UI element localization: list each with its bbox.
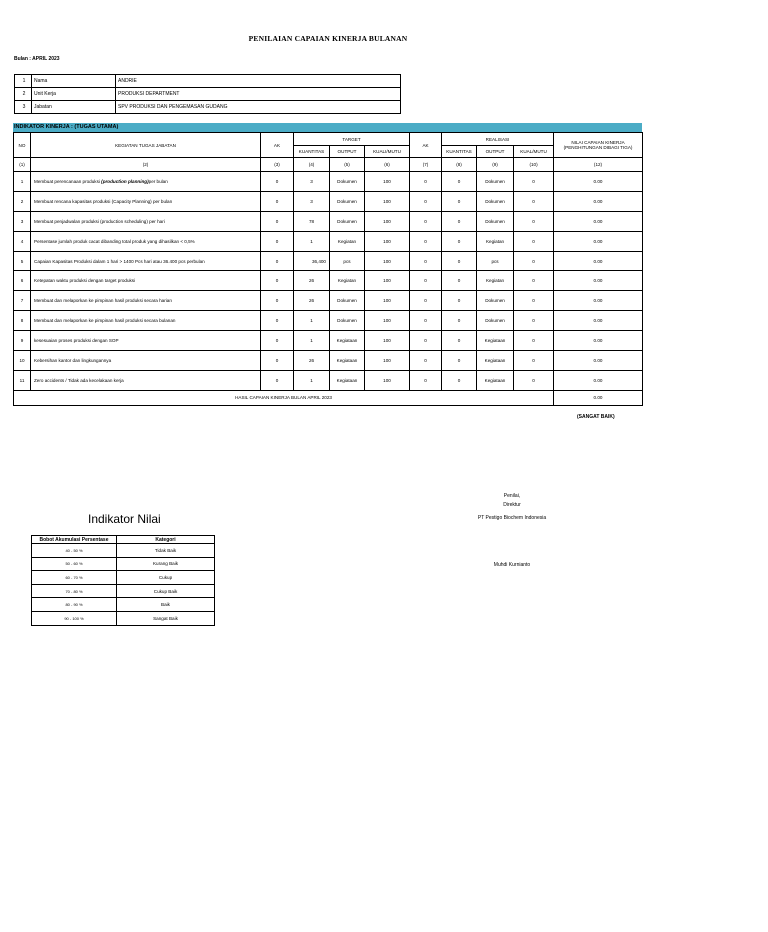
cell-realisasi-kuantitas: 0 [442,331,477,351]
kegiatan-text: Membuat dan melaporkan ke pimpinan hasil produksi secara bulanan [34,318,176,324]
legend-kategori: Baik [117,598,215,612]
period-label: Bulan : APRIL 2023 [14,56,60,62]
cell-no: 9 [14,331,31,351]
legend-kategori: Sangat Baik [117,611,215,625]
header-target-kuantitas: KUANTITAS [294,146,330,158]
cell-no: 11 [14,370,31,390]
cell-no: 3 [14,211,31,231]
kegiatan-text: kesesuaian proses produksi dengan SOP [34,338,119,344]
header-ak-realisasi: AK [410,133,442,158]
cell-ak-realisasi: 0 [410,331,442,351]
signature-name: Muhdi Kurnianto [493,562,531,568]
cell-kegiatan [31,191,261,211]
header-nilai: NILAI CAPAIAN KINERJA (PENGHITUNGAN DIBAGI TIGA) [554,133,643,158]
column-number: (1) [14,158,31,172]
info-row [15,88,401,101]
cell-target-output: pcs [330,251,365,271]
cell-realisasi-kuantitas: 0 [442,231,477,251]
column-number: (4) [294,158,330,172]
cell-target-output: Dokumen [330,311,365,331]
cell-ak-realisasi: 0 [410,370,442,390]
grade-label: (SANGAT BAIK) [577,414,615,420]
header-realisasi-kualmutu: KUAL/MUTU [514,146,554,158]
cell-ak: 0 [261,172,294,192]
cell-nilai: 0.00 [554,351,643,371]
cell-target-output: Dokumen [330,172,365,192]
cell-target-kuantitas: 26 [294,271,330,291]
legend-range: 70 - 80 % [32,584,117,598]
cell-target-output: Kegiataan [330,331,365,351]
info-row [15,75,401,88]
cell-kegiatan [31,231,261,251]
cell-ak-realisasi: 0 [410,251,442,271]
info-no: 1 [15,75,32,88]
cell-kegiatan [31,211,261,231]
cell-target-kualmutu: 100 [365,211,410,231]
legend-range: 50 - 60 % [32,557,117,571]
cell-nilai: 0.00 [554,211,643,231]
info-label: Unit Kerja [32,88,116,101]
performance-table [13,132,643,406]
table-row [14,311,643,331]
cell-realisasi-output: Dokumen [477,291,514,311]
cell-nilai: 0.00 [554,331,643,351]
kegiatan-text: Ketepatan waktu produksi dengan target produksi [34,278,136,284]
header-realisasi-kuantitas: KUANTITAS [442,146,477,158]
cell-nilai: 0.00 [554,191,643,211]
header-target-output: OUTPUT [330,146,365,158]
employee-info-table [14,74,401,114]
kegiatan-text: Membuat dan melaporkan ke pimpinan hasil produksi secara harian [34,298,172,304]
cell-target-kuantitas: 26 [294,291,330,311]
cell-target-output: Kegiataan [330,370,365,390]
cell-target-kuantitas: 26 [294,351,330,371]
table-row [14,291,643,311]
cell-ak-realisasi: 0 [410,172,442,192]
kegiatan-text-suffix: per bulan [148,178,168,184]
cell-target-output: Kegiatan [330,231,365,251]
cell-realisasi-kuantitas: 0 [442,351,477,371]
cell-nilai: 0.00 [554,231,643,251]
column-number: (2) [31,158,261,172]
cell-target-kualmutu: 100 [365,172,410,192]
cell-no: 8 [14,311,31,331]
column-number: (9) [477,158,514,172]
cell-kegiatan [31,271,261,291]
cell-kegiatan [31,331,261,351]
cell-kegiatan [31,311,261,331]
cell-ak: 0 [261,331,294,351]
header-ak: AK [261,133,294,158]
cell-realisasi-output: Dokumen [477,211,514,231]
cell-realisasi-kuantitas: 0 [442,172,477,192]
cell-target-kualmutu: 100 [365,271,410,291]
info-no: 2 [15,88,32,101]
legend-col-bobot: Bobot Akumulasi Persentase [32,536,117,544]
cell-realisasi-output: Kegiataan [477,351,514,371]
table-row [14,351,643,371]
cell-realisasi-kualmutu: 0 [514,211,554,231]
cell-ak-realisasi: 0 [410,211,442,231]
header-realisasi-output: OUTPUT [477,146,514,158]
total-value: 0.00 [554,390,643,405]
legend-row [32,598,215,612]
cell-target-kualmutu: 100 [365,311,410,331]
cell-kegiatan [31,351,261,371]
cell-target-kuantitas: 3 [294,172,330,192]
info-label: Nama [32,75,116,88]
table-row [14,211,643,231]
cell-target-output: Kegiatan [330,271,365,291]
page-title: PENILAIAN CAPAIAN KINERJA BULANAN [248,34,408,43]
signature-jabatan: Direktur [503,502,521,508]
info-value: PRODUKSI DEPARTMENT [116,88,401,101]
kegiatan-text: Capaian Kapasitas Produksi dalam 1 hari > 1400 Pcs hari atau 36.400 pcs perbulan [34,258,205,264]
cell-target-output: Dokumen [330,191,365,211]
cell-realisasi-output: Dokumen [477,311,514,331]
legend-col-kategori: Kategori [117,536,215,544]
signature-company: PT Pestigo Biochem Indonesia [477,515,547,521]
cell-nilai: 0.00 [554,271,643,291]
cell-target-output: Dokumen [330,211,365,231]
cell-ak: 0 [261,191,294,211]
table-row [14,251,643,271]
kegiatan-text: Persentase jumlah produk cacat dibanding total produk yang dihasilkan < 0,5% [34,238,195,244]
cell-nilai: 0.00 [554,291,643,311]
cell-target-kuantitas: 1 [294,331,330,351]
legend-kategori: Kurang Baik [117,557,215,571]
table-row [14,331,643,351]
legend-table [31,535,215,626]
cell-nilai: 0.00 [554,251,643,271]
cell-ak-realisasi: 0 [410,311,442,331]
cell-realisasi-kuantitas: 0 [442,370,477,390]
total-label: HASIL CAPAIAN KINERJA BULAN APRIL 2023 [14,390,554,405]
cell-target-kualmutu: 100 [365,291,410,311]
cell-ak-realisasi: 0 [410,231,442,251]
info-label: Jabatan [32,101,116,114]
cell-ak: 0 [261,271,294,291]
column-number: (8) [442,158,477,172]
table-row [14,172,643,192]
legend-kategori: Cukup [117,571,215,585]
cell-realisasi-kualmutu: 0 [514,191,554,211]
cell-ak: 0 [261,231,294,251]
kegiatan-text: Membuat rencana kapasitas produksi (Capacity Planning) per bulan [34,198,173,204]
cell-realisasi-kualmutu: 0 [514,291,554,311]
table-row [14,191,643,211]
info-row [15,101,401,114]
info-value: SPV PRODUKSI DAN PENGEMASAN GUDANG [116,101,401,114]
cell-no: 7 [14,291,31,311]
cell-kegiatan [31,370,261,390]
cell-no: 1 [14,172,31,192]
table-row [14,231,643,251]
cell-realisasi-kualmutu: 0 [514,370,554,390]
header-target: TARGET [294,133,410,146]
legend-kategori: Tidak Baik [117,544,215,558]
legend-title: Indikator Nilai [88,512,161,526]
cell-realisasi-output: Dokumen [477,191,514,211]
cell-target-output: Kegiataan [330,351,365,371]
cell-kegiatan [31,172,261,192]
cell-target-kuantitas: 3 [294,191,330,211]
cell-ak: 0 [261,370,294,390]
column-number: (3) [261,158,294,172]
cell-target-output: Dokumen [330,291,365,311]
legend-range: 60 - 70 % [32,571,117,585]
cell-nilai: 0.00 [554,311,643,331]
cell-kegiatan [31,251,261,271]
cell-nilai: 0.00 [554,172,643,192]
kegiatan-text: Zero accidents / Tidak ada kecelakaan kerja [34,377,124,383]
cell-ak: 0 [261,251,294,271]
cell-kegiatan [31,291,261,311]
cell-ak: 0 [261,291,294,311]
cell-realisasi-kualmutu: 0 [514,251,554,271]
info-value: ANDRIE [116,75,401,88]
cell-realisasi-kualmutu: 0 [514,172,554,192]
cell-target-kuantitas: 1 [294,231,330,251]
kegiatan-text: Membuat penjadwalan produksi (production scheduling) per hari [34,218,165,224]
cell-target-kualmutu: 100 [365,331,410,351]
cell-no: 4 [14,231,31,251]
cell-no: 10 [14,351,31,371]
cell-ak-realisasi: 0 [410,271,442,291]
cell-ak: 0 [261,351,294,371]
cell-target-kualmutu: 100 [365,231,410,251]
header-realisasi: REALISASI [442,133,554,146]
legend-range: 80 - 90 % [32,598,117,612]
legend-row [32,584,215,598]
legend-range: 40 - 50 % [32,544,117,558]
cell-ak: 0 [261,211,294,231]
cell-realisasi-output: Kegiatan [477,231,514,251]
cell-no: 2 [14,191,31,211]
legend-kategori: Cukup Baik [117,584,215,598]
cell-realisasi-kuantitas: 0 [442,251,477,271]
cell-realisasi-kuantitas: 0 [442,211,477,231]
cell-no: 5 [14,251,31,271]
column-number: (6) [365,158,410,172]
signature-penilai: Penilai, [503,493,521,499]
kegiatan-text: Membuat perencanaan produksi [34,178,102,184]
kegiatan-text: Kebersihan kantor dan lingkungannya [34,357,112,363]
cell-realisasi-output: Kegiatan [477,271,514,291]
header-no: NO [14,133,31,158]
column-number: (5) [330,158,365,172]
indikator-kinerja-header: INDIKATOR KINERJA : (TUGAS UTAMA) [13,123,642,132]
cell-realisasi-output: pcs [477,251,514,271]
cell-target-kualmutu: 100 [365,351,410,371]
column-number: (12) [554,158,643,172]
cell-target-kuantitas: 78 [294,211,330,231]
cell-target-kualmutu: 100 [365,370,410,390]
table-row [14,370,643,390]
cell-realisasi-output: Kegiataan [477,370,514,390]
table-row [14,271,643,291]
cell-realisasi-kualmutu: 0 [514,351,554,371]
cell-ak-realisasi: 0 [410,291,442,311]
cell-realisasi-kuantitas: 0 [442,311,477,331]
header-kegiatan: KEGIATAN TUGAS JABATAN [31,133,261,158]
cell-target-kualmutu: 100 [365,191,410,211]
cell-ak-realisasi: 0 [410,191,442,211]
legend-row [32,571,215,585]
info-no: 3 [15,101,32,114]
cell-realisasi-kuantitas: 0 [442,271,477,291]
cell-realisasi-kualmutu: 0 [514,231,554,251]
cell-target-kuantitas: 36,400 [294,251,330,271]
cell-target-kuantitas: 1 [294,370,330,390]
legend-row [32,611,215,625]
legend-range: 90 - 100 % [32,611,117,625]
cell-realisasi-output: Dokumen [477,172,514,192]
cell-realisasi-kualmutu: 0 [514,271,554,291]
cell-realisasi-kuantitas: 0 [442,191,477,211]
header-target-kualmutu: KUALI/MUTU [365,146,410,158]
column-number: (7) [410,158,442,172]
cell-ak: 0 [261,311,294,331]
cell-ak-realisasi: 0 [410,351,442,371]
cell-no: 6 [14,271,31,291]
cell-realisasi-kuantitas: 0 [442,291,477,311]
legend-row [32,544,215,558]
cell-target-kuantitas: 1 [294,311,330,331]
cell-nilai: 0.00 [554,370,643,390]
legend-row [32,557,215,571]
cell-target-kualmutu: 100 [365,251,410,271]
kegiatan-emphasis: (production planning) [101,178,149,184]
cell-realisasi-output: Kegiataan [477,331,514,351]
total-row [14,390,643,405]
cell-realisasi-kualmutu: 0 [514,331,554,351]
column-number: (10) [514,158,554,172]
cell-realisasi-kualmutu: 0 [514,311,554,331]
